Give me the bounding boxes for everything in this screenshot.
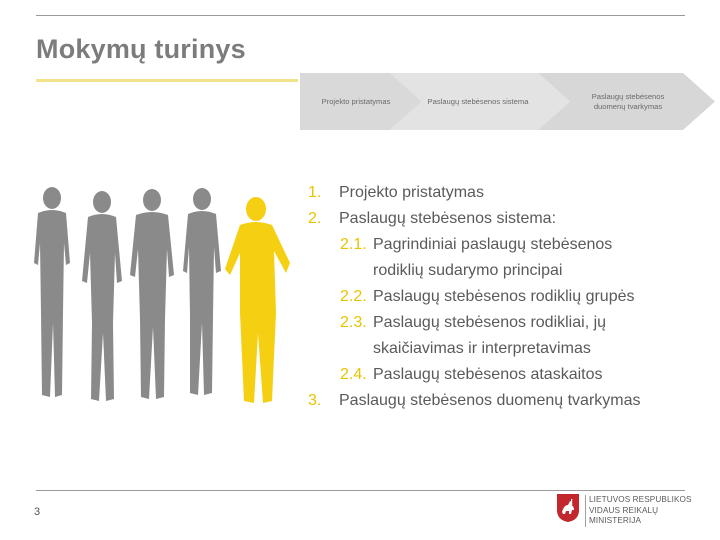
agenda-number: 2.4. [340, 366, 367, 383]
top-rule [36, 15, 685, 16]
agenda-item-3 [308, 388, 708, 414]
bottom-rule [36, 490, 685, 491]
agenda-number: 2.3. [340, 314, 367, 331]
agenda-text: Paslaugų stebėsenos sistema: [339, 210, 557, 227]
agenda-text: Paslaugų stebėsenos rodikliai, jų [373, 314, 607, 331]
ministry-name-line-2: VIDAUS REIKALŲ [589, 505, 659, 515]
agenda-item-2-4 [308, 362, 708, 388]
agenda-number: 1. [308, 184, 322, 201]
agenda-number: 3. [308, 392, 322, 409]
person-silhouette-highlighted [225, 197, 290, 403]
agenda-item-2-3 [308, 310, 708, 336]
chevron-1-label: Projekto pristatymas [321, 96, 391, 106]
ministry-name-line-1: LIETUVOS RESPUBLIKOS [589, 495, 692, 504]
agenda-text: Paslaugų stebėsenos duomenų tvarkymas [339, 392, 641, 409]
agenda-text: Paslaugų stebėsenos rodiklių grupės [373, 288, 635, 305]
agenda-text: skaičiavimas ir interpretavimas [373, 340, 591, 357]
agenda-item-2-1-continuation [308, 258, 708, 284]
slide-title: Mokymų turinys [36, 34, 246, 64]
agenda-item-2-3-continuation [308, 336, 708, 362]
people-silhouettes-illustration [28, 183, 298, 423]
chevron-2-label: Paslaugų stebėsenos sistema [427, 96, 529, 106]
agenda-item-2-2 [308, 284, 708, 310]
person-silhouette-2 [82, 191, 122, 401]
chevron-3-label: Paslaugų stebėsenos duomenų tvarkymas [591, 91, 665, 111]
ministry-name-line-3: MINISTERIJA [589, 516, 642, 525]
title-underline [36, 79, 298, 82]
process-chevrons [300, 73, 715, 130]
agenda-item-1 [308, 180, 708, 206]
coat-of-arms-icon [556, 493, 580, 523]
agenda-list [308, 180, 708, 414]
ministry-logo [556, 493, 696, 533]
agenda-number: 2.2. [340, 288, 367, 305]
person-silhouette-1 [34, 187, 70, 397]
agenda-item-2-1 [308, 232, 708, 258]
person-silhouette-3 [130, 189, 174, 399]
agenda-text: Paslaugų stebėsenos ataskaitos [373, 366, 603, 383]
page-number: 3 [34, 506, 41, 518]
agenda-number: 2. [308, 210, 322, 227]
agenda-item-2 [308, 206, 708, 232]
logo-divider [585, 495, 586, 527]
agenda-text: Projekto pristatymas [339, 184, 484, 201]
person-silhouette-4 [183, 188, 221, 395]
agenda-text: rodiklių sudarymo principai [373, 262, 563, 279]
agenda-text: Pagrindiniai paslaugų stebėsenos [373, 236, 613, 253]
agenda-number: 2.1. [340, 236, 367, 253]
ministry-name [589, 495, 692, 527]
